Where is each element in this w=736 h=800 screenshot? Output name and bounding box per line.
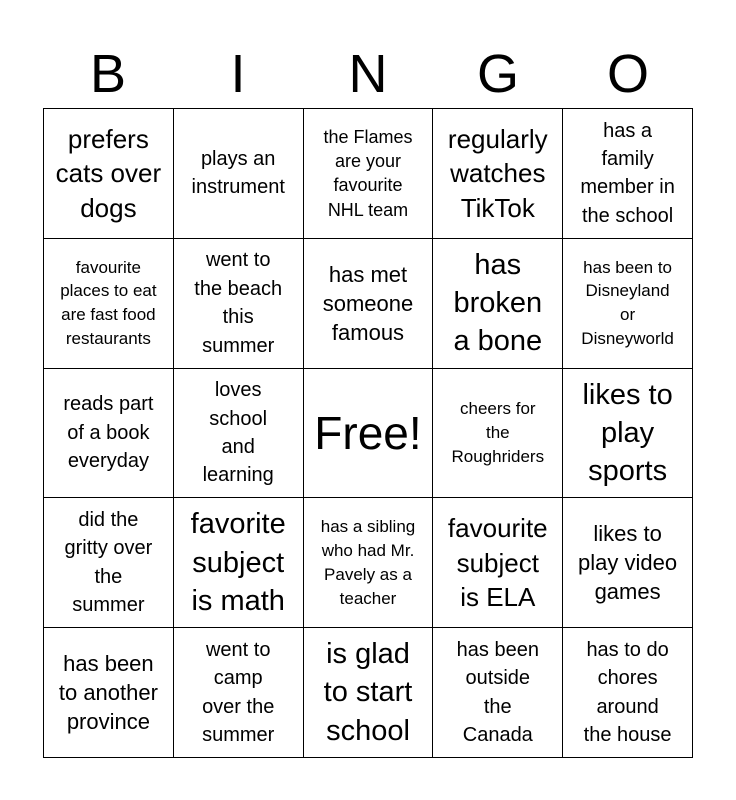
cell-text: favorite subject is math: [190, 508, 286, 617]
cell-text: has a sibling who had Mr. Pavely as a teacher: [320, 517, 416, 608]
bingo-cell[interactable]: [174, 239, 304, 369]
cell-text: has been outside the Canada: [456, 638, 539, 746]
cell-text: plays an instrument: [191, 148, 285, 199]
header-letter-n: N: [348, 44, 388, 104]
bingo-cell[interactable]: [563, 109, 693, 239]
bingo-cell[interactable]: [174, 369, 304, 499]
bingo-cell[interactable]: [44, 239, 174, 369]
cell-text: favourite places to eat are fast food restaurants: [60, 257, 157, 348]
free-space[interactable]: [304, 369, 434, 499]
cell-text: likes to play sports: [582, 378, 673, 488]
bingo-cell[interactable]: [44, 109, 174, 239]
cell-text: has been to Disneyland or Disneyworld: [581, 257, 674, 348]
bingo-header: [43, 44, 693, 104]
bingo-cell[interactable]: [433, 369, 563, 499]
header-letter-o: O: [606, 44, 649, 104]
header-letter-b: B: [89, 44, 127, 104]
bingo-cell[interactable]: [433, 628, 563, 758]
cell-text: has to do chores around the house: [583, 638, 672, 746]
bingo-cell[interactable]: [174, 109, 304, 239]
bingo-cell[interactable]: [44, 369, 174, 499]
bingo-cell[interactable]: [563, 628, 693, 758]
cell-text: the Flames are your favourite NHL team: [323, 126, 413, 220]
bingo-cell[interactable]: [304, 239, 434, 369]
cell-text: has met someone famous: [322, 261, 414, 345]
bingo-cell[interactable]: [563, 369, 693, 499]
header-letter-g: G: [476, 44, 519, 104]
cell-text: has been to another province: [58, 651, 158, 735]
cell-text: went to the beach this summer: [194, 249, 283, 357]
cell-text: likes to play video games: [578, 521, 678, 605]
bingo-cell[interactable]: [174, 628, 304, 758]
bingo-cell[interactable]: [304, 628, 434, 758]
cell-text: regularly watches TikTok: [447, 123, 548, 223]
bingo-cell[interactable]: [563, 498, 693, 628]
bingo-cell[interactable]: [44, 498, 174, 628]
cell-text: cheers for the Roughriders: [451, 399, 545, 466]
cell-text: loves school and learning: [202, 379, 274, 487]
bingo-cell[interactable]: [304, 498, 434, 628]
cell-text: is glad to start school: [323, 638, 413, 747]
cell-text: has a family member in the school: [580, 119, 675, 227]
bingo-cell[interactable]: [304, 109, 434, 239]
free-space-text: Free!: [314, 406, 422, 459]
bingo-cell[interactable]: [433, 498, 563, 628]
bingo-cell[interactable]: [44, 628, 174, 758]
header-letter-i: I: [230, 44, 246, 104]
bingo-cell[interactable]: [433, 239, 563, 369]
cell-text: prefers cats over dogs: [55, 123, 162, 223]
cell-text: favourite subject is ELA: [447, 513, 548, 612]
bingo-cell[interactable]: [563, 239, 693, 369]
cell-text: did the gritty over the summer: [64, 509, 153, 617]
cell-text: has broken a bone: [453, 248, 543, 358]
bingo-cell[interactable]: [433, 109, 563, 239]
bingo-board: [43, 108, 693, 758]
bingo-cell[interactable]: [174, 498, 304, 628]
cell-text: reads part of a book everyday: [63, 393, 154, 473]
cell-text: went to camp over the summer: [202, 638, 275, 746]
